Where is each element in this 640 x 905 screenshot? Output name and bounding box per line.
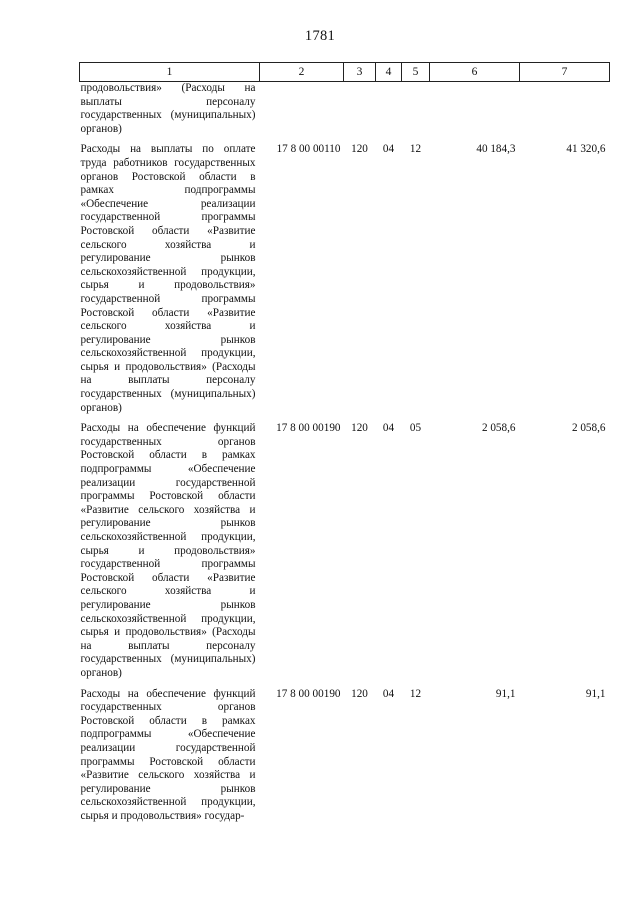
row-section — [376, 82, 402, 143]
row-target-code: 17 8 00 00190 — [276, 422, 341, 435]
row-description: Расходы на обеспечение функций государственных органов Ростовской области в рамках подпрограммы «Обеспечение реализации государственной программы Ростовской области «Развитие сельского хозяйства и регулирование рынков сельскохозяйственной продукции, сырья и продовольствия» государственной программы Ростовской области «Развитие сельского хозяйства и регулирование рынков сельскохозяйственной продукции, сырья и продовольствия» (Расходы на выплаты персоналу государственных (муниципальных) органов) — [80, 422, 256, 679]
column-header-4: 4 — [376, 63, 402, 82]
row-amount-col7: 41 320,6 — [566, 143, 606, 156]
column-header-6: 6 — [430, 63, 520, 82]
row-section: 04 — [382, 687, 395, 700]
row-target-code — [260, 82, 344, 143]
row-subsection: 12 — [409, 143, 422, 156]
row-amount-col7: 91,1 — [585, 687, 606, 700]
table-header-row — [80, 63, 610, 82]
row-target-code: 17 8 00 00190 — [276, 687, 341, 700]
column-header-3: 3 — [344, 63, 376, 82]
row-expense-type: 120 — [351, 687, 368, 700]
row-description: Расходы на выплаты по оплате труда работников государственных органов Ростовской области в рамках подпрограммы «Обеспечение реализации государственной программы Ростовской области «Развитие сельского хозяйства и регулирование рынков сельскохозяйственной продукции, сырья и продовольствия» государственной программы Ростовской области «Развитие сельского хозяйства и регулирование рынков сельскохозяйственной продукции, сырья и продовольствия» (Расходы на выплаты персоналу государственных (муниципальных) органов) — [80, 143, 256, 414]
row-expense-type: 120 — [351, 143, 368, 156]
row-amount-col6 — [430, 82, 520, 143]
row-subsection — [402, 82, 430, 143]
row-amount-col7 — [520, 82, 610, 143]
row-description: продовольствия» (Расходы на выплаты персоналу государственных (муниципальных) органов) — [80, 82, 256, 135]
table-row — [80, 687, 610, 830]
column-header-2: 2 — [260, 63, 344, 82]
table-row — [80, 142, 610, 421]
column-header-1: 1 — [80, 63, 260, 82]
page-number: 1781 — [304, 28, 336, 44]
row-subsection: 05 — [409, 422, 422, 435]
table-row — [80, 421, 610, 686]
row-section: 04 — [382, 143, 395, 156]
row-amount-col7: 2 058,6 — [571, 422, 606, 435]
column-header-7: 7 — [520, 63, 610, 82]
row-section: 04 — [382, 422, 395, 435]
budget-table — [79, 62, 610, 829]
row-description: Расходы на обеспечение функций государственных органов Ростовской области в рамках подпрограммы «Обеспечение реализации государственной программы Ростовской области «Развитие сельского хозяйства и регулирование рынков сельскохозяйственной продукции, сырья и продовольствия» государ- — [80, 687, 256, 822]
column-header-5: 5 — [402, 63, 430, 82]
row-expense-type: 120 — [351, 422, 368, 435]
row-amount-col6: 91,1 — [495, 687, 516, 700]
row-target-code: 17 8 00 00110 — [276, 143, 341, 156]
table-row — [80, 82, 610, 143]
row-expense-type — [344, 82, 376, 143]
row-subsection: 12 — [409, 687, 422, 700]
row-amount-col6: 2 058,6 — [481, 422, 516, 435]
row-amount-col6: 40 184,3 — [476, 143, 516, 156]
